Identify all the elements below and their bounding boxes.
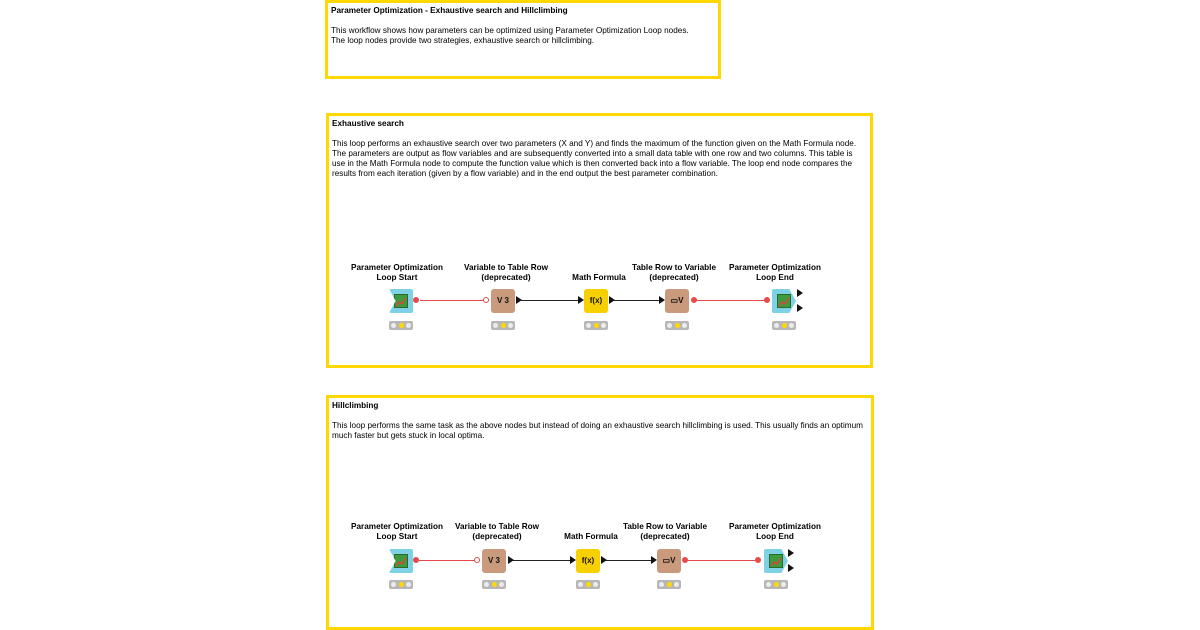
table-to-variable-icon: ▭V bbox=[670, 296, 684, 305]
node-label-loop-start: Parameter Optimization Loop Start bbox=[351, 522, 443, 541]
status-dot bbox=[406, 323, 411, 328]
intro-line-1: This workflow shows how parameters can be optimized using Parameter Optimization Loop nodes. bbox=[331, 26, 689, 35]
var-to-row-body[interactable] bbox=[491, 289, 515, 313]
node-label-loop-end: Parameter Optimization Loop End bbox=[729, 522, 821, 541]
port-var-in[interactable] bbox=[474, 557, 480, 563]
port-data-out[interactable] bbox=[797, 289, 803, 297]
node-label-loop-end: Parameter Optimization Loop End bbox=[729, 263, 821, 282]
status-dot bbox=[682, 323, 687, 328]
node-status-traffic-light bbox=[576, 580, 600, 589]
connection-data[interactable] bbox=[614, 300, 662, 301]
port-data-out[interactable] bbox=[797, 304, 803, 312]
status-dot bbox=[674, 582, 679, 587]
status-dot bbox=[593, 582, 598, 587]
status-dot bbox=[586, 582, 591, 587]
status-dot bbox=[484, 582, 489, 587]
port-var-in[interactable] bbox=[755, 557, 761, 563]
status-dot bbox=[578, 582, 583, 587]
node-status-traffic-light bbox=[657, 580, 681, 589]
node-label-row-to-var: Table Row to Variable (deprecated) bbox=[622, 522, 708, 541]
node-label-math-formula: Math Formula bbox=[564, 532, 618, 541]
status-dot bbox=[492, 582, 497, 587]
hillclimbing-annotation[interactable] bbox=[326, 395, 874, 630]
variable-to-table-icon: V 3 bbox=[487, 556, 500, 565]
port-data-out[interactable] bbox=[601, 556, 607, 564]
math-formula-body[interactable] bbox=[584, 289, 608, 313]
port-var-out[interactable] bbox=[413, 297, 419, 303]
status-dot bbox=[406, 582, 411, 587]
node-status-traffic-light bbox=[584, 321, 608, 330]
port-var-out[interactable] bbox=[691, 297, 697, 303]
status-dot bbox=[667, 323, 672, 328]
status-dot bbox=[493, 323, 498, 328]
line-chart-icon bbox=[777, 294, 791, 308]
intro-title: Parameter Optimization - Exhaustive search and Hillclimbing bbox=[331, 6, 568, 15]
node-label-row-to-var: Table Row to Variable (deprecated) bbox=[631, 263, 717, 282]
connection-var[interactable] bbox=[420, 300, 486, 301]
exhaustive-body: This loop performs an exhaustive search over two parameters (X and Y) and finds the maximum of the function given on the Math Formula node. The parameters are output as flow variables and are subsequently converted into a small data table with one row and two columns. This table is use in the Math Formula node to compute the function value which is then converted back into a flow variable. The loop end node compares the results from each iteration (given by a flow variable) and in the end output the best parameter combination. bbox=[332, 139, 857, 178]
port-data-out[interactable] bbox=[609, 296, 615, 304]
status-dot bbox=[774, 323, 779, 328]
variable-to-table-icon: V 3 bbox=[496, 296, 509, 305]
table-to-variable-icon: ▭V bbox=[662, 556, 676, 565]
status-dot bbox=[675, 323, 680, 328]
port-data-out[interactable] bbox=[516, 296, 522, 304]
math-formula-body[interactable] bbox=[576, 549, 600, 573]
status-dot bbox=[594, 323, 599, 328]
status-dot bbox=[659, 582, 664, 587]
status-dot bbox=[782, 323, 787, 328]
connection-data[interactable] bbox=[512, 560, 572, 561]
status-dot bbox=[391, 323, 396, 328]
status-dot bbox=[766, 582, 771, 587]
node-status-traffic-light bbox=[665, 321, 689, 330]
port-data-out[interactable] bbox=[788, 549, 794, 557]
status-dot bbox=[667, 582, 672, 587]
status-dot bbox=[399, 323, 404, 328]
status-dot bbox=[399, 582, 404, 587]
status-dot bbox=[601, 323, 606, 328]
port-var-out[interactable] bbox=[413, 557, 419, 563]
intro-annotation[interactable] bbox=[325, 0, 721, 79]
node-status-traffic-light bbox=[764, 580, 788, 589]
port-var-out[interactable] bbox=[682, 557, 688, 563]
status-dot bbox=[499, 582, 504, 587]
line-chart-icon bbox=[769, 554, 783, 568]
node-status-traffic-light bbox=[389, 321, 413, 330]
connection-data[interactable] bbox=[605, 560, 653, 561]
status-dot bbox=[781, 582, 786, 587]
connection-var[interactable] bbox=[696, 300, 767, 301]
connection-var[interactable] bbox=[419, 560, 476, 561]
hillclimbing-body: This loop performs the same task as the above nodes but instead of doing an exhaustive search hillclimbing is used. This usually finds an optimum much faster but gets stuck in local optima. bbox=[332, 421, 863, 440]
status-dot bbox=[501, 323, 506, 328]
line-chart-icon bbox=[394, 294, 408, 308]
row-to-var-body[interactable] bbox=[665, 289, 689, 313]
function-icon: f(x) bbox=[581, 556, 595, 565]
line-chart-icon bbox=[394, 554, 408, 568]
node-status-traffic-light bbox=[389, 580, 413, 589]
node-status-traffic-light bbox=[772, 321, 796, 330]
hillclimbing-title: Hillclimbing bbox=[332, 401, 379, 410]
function-icon: f(x) bbox=[589, 296, 603, 305]
node-label-var-to-row: Variable to Table Row (deprecated) bbox=[454, 522, 540, 541]
port-var-in[interactable] bbox=[483, 297, 489, 303]
port-data-out[interactable] bbox=[788, 564, 794, 572]
status-dot bbox=[391, 582, 396, 587]
port-var-in[interactable] bbox=[764, 297, 770, 303]
node-label-loop-start: Parameter Optimization Loop Start bbox=[351, 263, 443, 282]
exhaustive-title: Exhaustive search bbox=[332, 119, 404, 128]
status-dot bbox=[774, 582, 779, 587]
intro-body bbox=[331, 26, 715, 46]
intro-line-2: The loop nodes provide two strategies, exhaustive search or hillclimbing. bbox=[331, 36, 595, 45]
port-data-out[interactable] bbox=[508, 556, 514, 564]
connection-var[interactable] bbox=[687, 560, 757, 561]
node-status-traffic-light bbox=[482, 580, 506, 589]
node-status-traffic-light bbox=[491, 321, 515, 330]
node-label-math-formula: Math Formula bbox=[572, 273, 626, 282]
node-label-var-to-row: Variable to Table Row (deprecated) bbox=[463, 263, 549, 282]
status-dot bbox=[586, 323, 591, 328]
status-dot bbox=[789, 323, 794, 328]
var-to-row-body[interactable] bbox=[482, 549, 506, 573]
row-to-var-body[interactable] bbox=[657, 549, 681, 573]
status-dot bbox=[508, 323, 513, 328]
connection-data[interactable] bbox=[521, 300, 581, 301]
